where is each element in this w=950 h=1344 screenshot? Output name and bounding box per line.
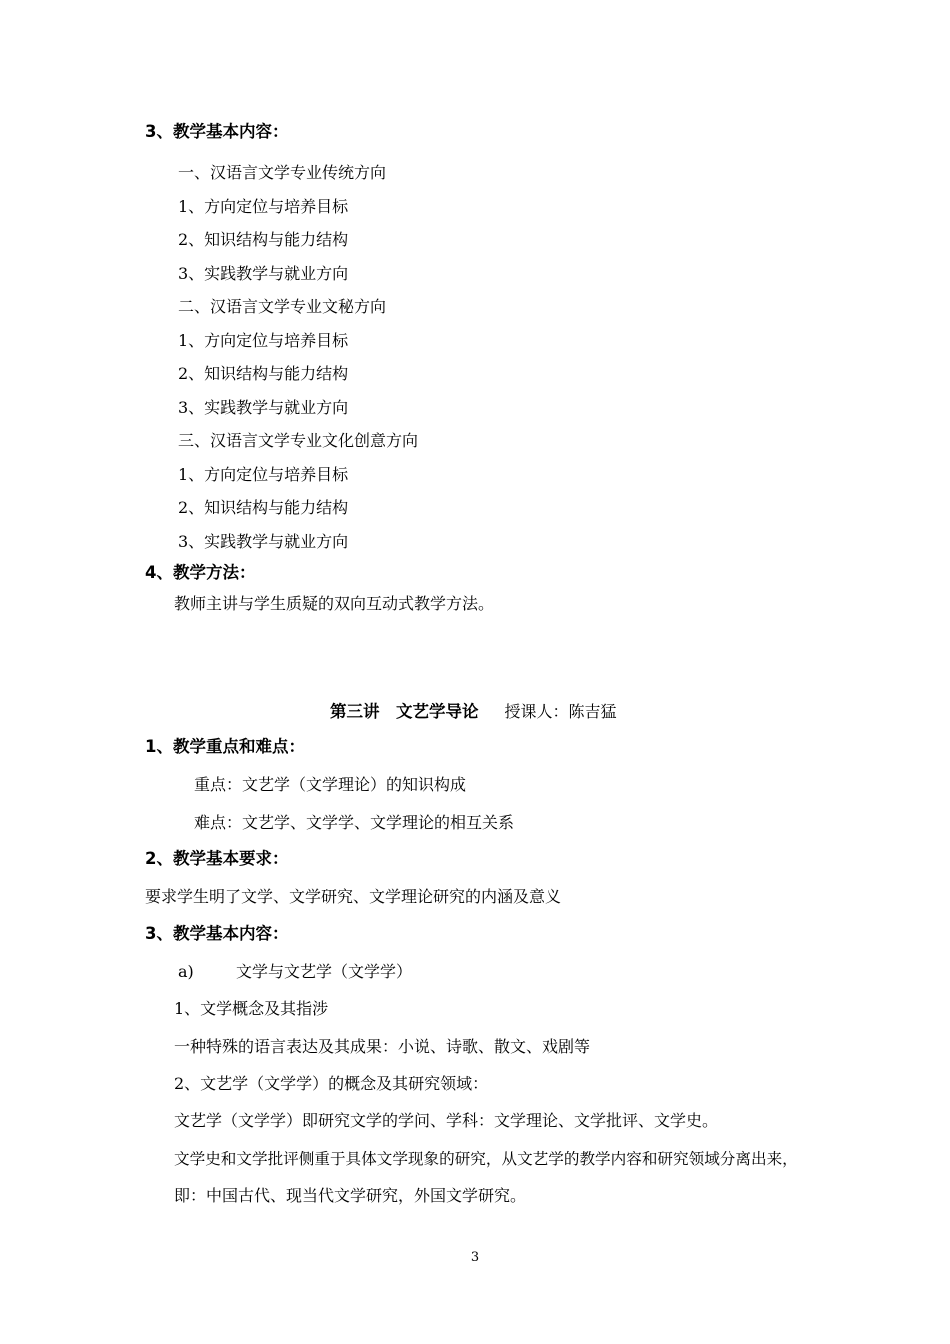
list-item: 2、知识结构与能力结构 xyxy=(178,498,349,517)
section-heading-content: 3、教学基本内容： xyxy=(145,122,289,141)
list-item: 三、汉语言文学专业文化创意方向 xyxy=(178,431,419,450)
list-item: 文学与文艺学（文学学） xyxy=(236,962,413,981)
page-number: 3 xyxy=(470,1250,480,1265)
list-marker: a) xyxy=(178,962,194,981)
requirements-text: 要求学生明了文学、文学研究、文学理论研究的内涵及意义 xyxy=(145,887,562,906)
paragraph: 即：中国古代、现当代文学研究，外国文学研究。 xyxy=(174,1186,527,1205)
method-text: 教师主讲与学生质疑的双向互动式教学方法。 xyxy=(174,594,495,613)
list-item: 一、汉语言文学专业传统方向 xyxy=(178,163,387,182)
list-item: 二、汉语言文学专业文秘方向 xyxy=(178,297,387,316)
list-item: 1、方向定位与培养目标 xyxy=(178,197,349,216)
section-heading-requirements: 2、教学基本要求： xyxy=(145,849,289,868)
list-item: 3、实践教学与就业方向 xyxy=(178,264,349,283)
lecture-title-line xyxy=(330,701,617,723)
lecturer-name: 授课人：陈吉猛 xyxy=(504,702,617,721)
key-point: 重点：文艺学（文学理论）的知识构成 xyxy=(194,775,467,794)
section-heading-method: 4、教学方法： xyxy=(145,563,256,582)
list-item: 2、知识结构与能力结构 xyxy=(178,364,349,383)
list-item: 3、实践教学与就业方向 xyxy=(178,532,349,551)
list-item: 1、方向定位与培养目标 xyxy=(178,331,349,350)
subsection-title: 2、文艺学（文学学）的概念及其研究领域： xyxy=(174,1074,489,1093)
list-item: 3、实践教学与就业方向 xyxy=(178,398,349,417)
section-heading-content-2: 3、教学基本内容： xyxy=(145,924,289,943)
paragraph: 一种特殊的语言表达及其成果：小说、诗歌、散文、戏剧等 xyxy=(174,1037,591,1056)
difficult-point: 难点：文艺学、文学学、文学理论的相互关系 xyxy=(194,813,515,832)
list-item: 2、知识结构与能力结构 xyxy=(178,230,349,249)
paragraph: 文学史和文学批评侧重于具体文学现象的研究，从文艺学的教学内容和研究领域分离出来， xyxy=(174,1150,798,1168)
lecture-title: 第三讲 文艺学导论 xyxy=(330,702,479,721)
section-heading-focus: 1、教学重点和难点： xyxy=(145,737,305,756)
paragraph: 文艺学（文学学）即研究文学的学问、学科：文学理论、文学批评、文学史。 xyxy=(174,1111,719,1130)
list-item: 1、方向定位与培养目标 xyxy=(178,465,349,484)
subsection-title: 1、文学概念及其指涉 xyxy=(174,999,329,1018)
